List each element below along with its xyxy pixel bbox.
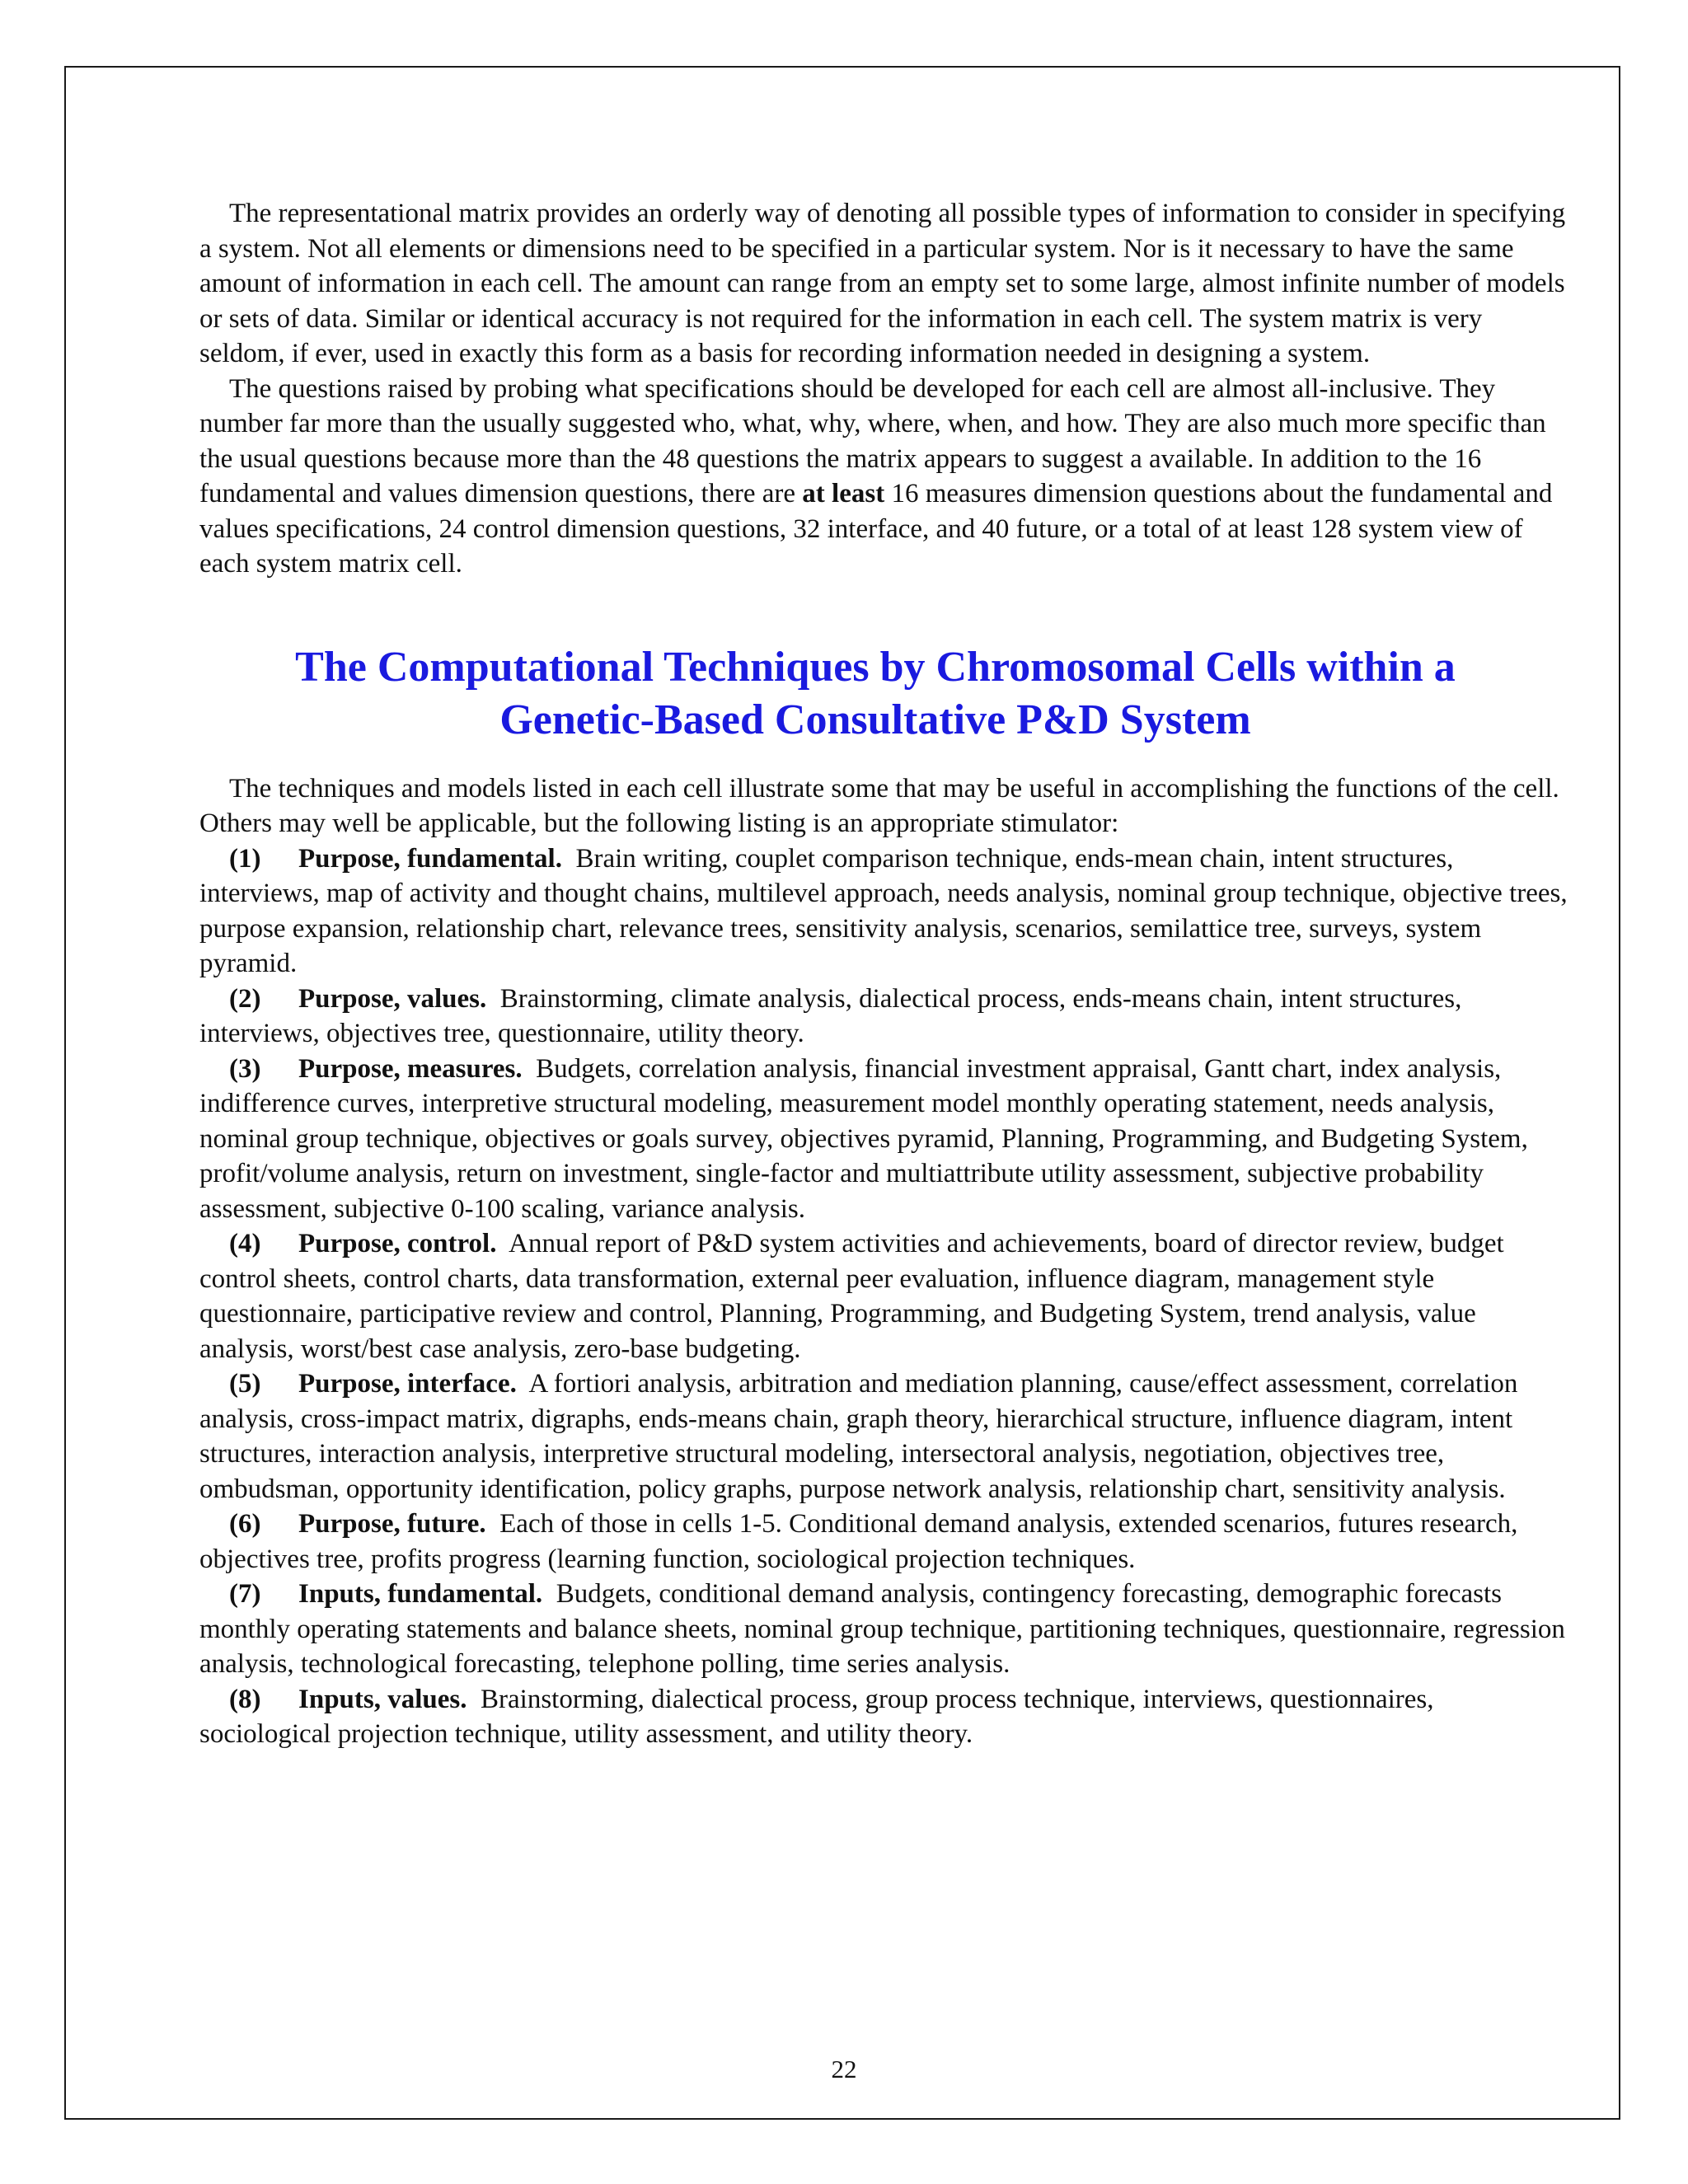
list-item: [199, 1226, 1568, 1366]
intro-paragraph-2-emphasis: at least: [802, 479, 885, 509]
item-text: Budgets, correlation analysis, financial investment appraisal, Gantt chart, index analysis, indifference curves, interpretive structural modeling, measurement model monthly operating statement, needs analysis, nominal group technique, objectives or goals survey, objectives pyramid, Planning, Programming, and Budgeting System, profit/volume analysis, return on investment, single-factor and multiattribute utility assessment, subjective probability assessment, subjective 0-100 scaling, variance analysis.: [199, 1053, 1528, 1224]
item-number: (8): [229, 1684, 261, 1714]
section-heading-line-2: Genetic-Based Consultative P&D System: [499, 696, 1251, 743]
item-text: Brainstorming, dialectical process, group process technique, interviews, questionnaires, sociological projection technique, utility assessment, and utility theory.: [199, 1684, 1434, 1749]
item-text: Annual report of P&D system activities and achievements, board of director review, budget control sheets, control charts, data transformation, external peer evaluation, influence diagram, management style questionnaire, participative review and control, Planning, Programming, and Budgeting System, trend analysis, value analysis, worst/best case analysis, zero-base budgeting.: [199, 1229, 1504, 1364]
item-number: (2): [229, 983, 261, 1014]
intro-paragraph-2: [199, 372, 1568, 582]
item-text: Each of those in cells 1-5. Conditional demand analysis, extended scenarios, futures research, objectives tree, profits progress (learning function, sociological projection techniques.: [199, 1509, 1518, 1574]
list-item: [199, 1052, 1568, 1227]
item-text: Budgets, conditional demand analysis, contingency forecasting, demographic forecasts monthly operating statements and balance sheets, nominal group technique, partitioning techniques, questionnaire, regression analysis, technological forecasting, telephone polling, time series analysis.: [199, 1579, 1565, 1679]
item-number: (1): [229, 843, 261, 874]
section-heading-line-1: The Computational Techniques by Chromosomal Cells within a: [295, 643, 1456, 691]
intro-paragraph-1: The representational matrix provides an orderly way of denoting all possible types of information to consider in specifying a system. Not all elements or dimensions need to be specified in a particular system. Nor is it necessary to have the same amount of information in each cell. The amount can range from an empty set to some large, almost infinite number of models or sets of data. Similar or identical accuracy is not required for the information in each cell. The system matrix is very seldom, if ever, used in exactly this form as a basis for recording information needed in designing a system.: [199, 199, 1566, 368]
list-item: [199, 1507, 1568, 1577]
item-number: (3): [229, 1053, 261, 1084]
page-number: 22: [831, 2055, 857, 2083]
item-title: Purpose, future.: [298, 1509, 486, 1539]
item-title: Purpose, control.: [298, 1229, 497, 1258]
item-number: (5): [229, 1369, 261, 1399]
item-text: Brainstorming, climate analysis, dialectical process, ends-means chain, intent structures, interviews, objectives tree, questionnaire, utility theory.: [199, 983, 1462, 1048]
item-title: Purpose, measures.: [298, 1053, 523, 1084]
item-title: Purpose, fundamental.: [298, 843, 562, 874]
item-number: (7): [229, 1579, 261, 1609]
intro-paragraph-2-part-2: 16 measures dimension questions about the fundamental and values specifications, 24 control dimension questions, 32 interface, and 40 future, or a total of at least 128 system view of each system matrix cell.: [199, 479, 1553, 579]
item-title: Purpose, interface.: [298, 1369, 517, 1399]
item-title: Inputs, values.: [298, 1684, 467, 1714]
section-heading: [199, 641, 1568, 747]
item-title: Inputs, fundamental.: [298, 1579, 543, 1609]
list-item: [199, 841, 1568, 982]
list-item: [199, 1577, 1568, 1682]
item-text: Brain writing, couplet comparison technique, ends-mean chain, intent structures, interviews, map of activity and thought chains, multilevel approach, needs analysis, nominal group technique, objective trees, purpose expansion, relationship chart, relevance trees, sensitivity analysis, scenarios, semilattice tree, surveys, system pyramid.: [199, 843, 1568, 978]
list-item: [199, 982, 1568, 1052]
item-number: (6): [229, 1509, 261, 1539]
item-number: (4): [229, 1229, 261, 1258]
page-content: [199, 196, 1568, 1752]
item-title: Purpose, values.: [298, 983, 487, 1014]
section-intro-paragraph: The techniques and models listed in each cell illustrate some that may be useful in accomplishing the functions of the cell. Others may well be applicable, but the following listing is an appropriate stimulator:: [199, 773, 1559, 838]
item-text: A fortiori analysis, arbitration and mediation planning, cause/effect assessment, correlation analysis, cross-impact matrix, digraphs, ends-means chain, graph theory, hierarchical structure, influence diagram, intent structures, interaction analysis, interpretive structural modeling, intersectoral analysis, negotiation, objectives tree, ombudsman, opportunity identification, policy graphs, purpose network analysis, relationship chart, sensitivity analysis.: [199, 1369, 1518, 1504]
intro-paragraph-2-part-1: The questions raised by probing what specifications should be developed for each cell are almost all-inclusive. They number far more than the usually suggested who, what, why, where, when, and how. They are also much more specific than the usual questions because more than the 48 questions the matrix appears to suggest a available. In addition to the 16 fundamental and values dimension questions, there are: [199, 373, 1546, 509]
list-item: [199, 1366, 1568, 1507]
list-item: [199, 1682, 1568, 1752]
